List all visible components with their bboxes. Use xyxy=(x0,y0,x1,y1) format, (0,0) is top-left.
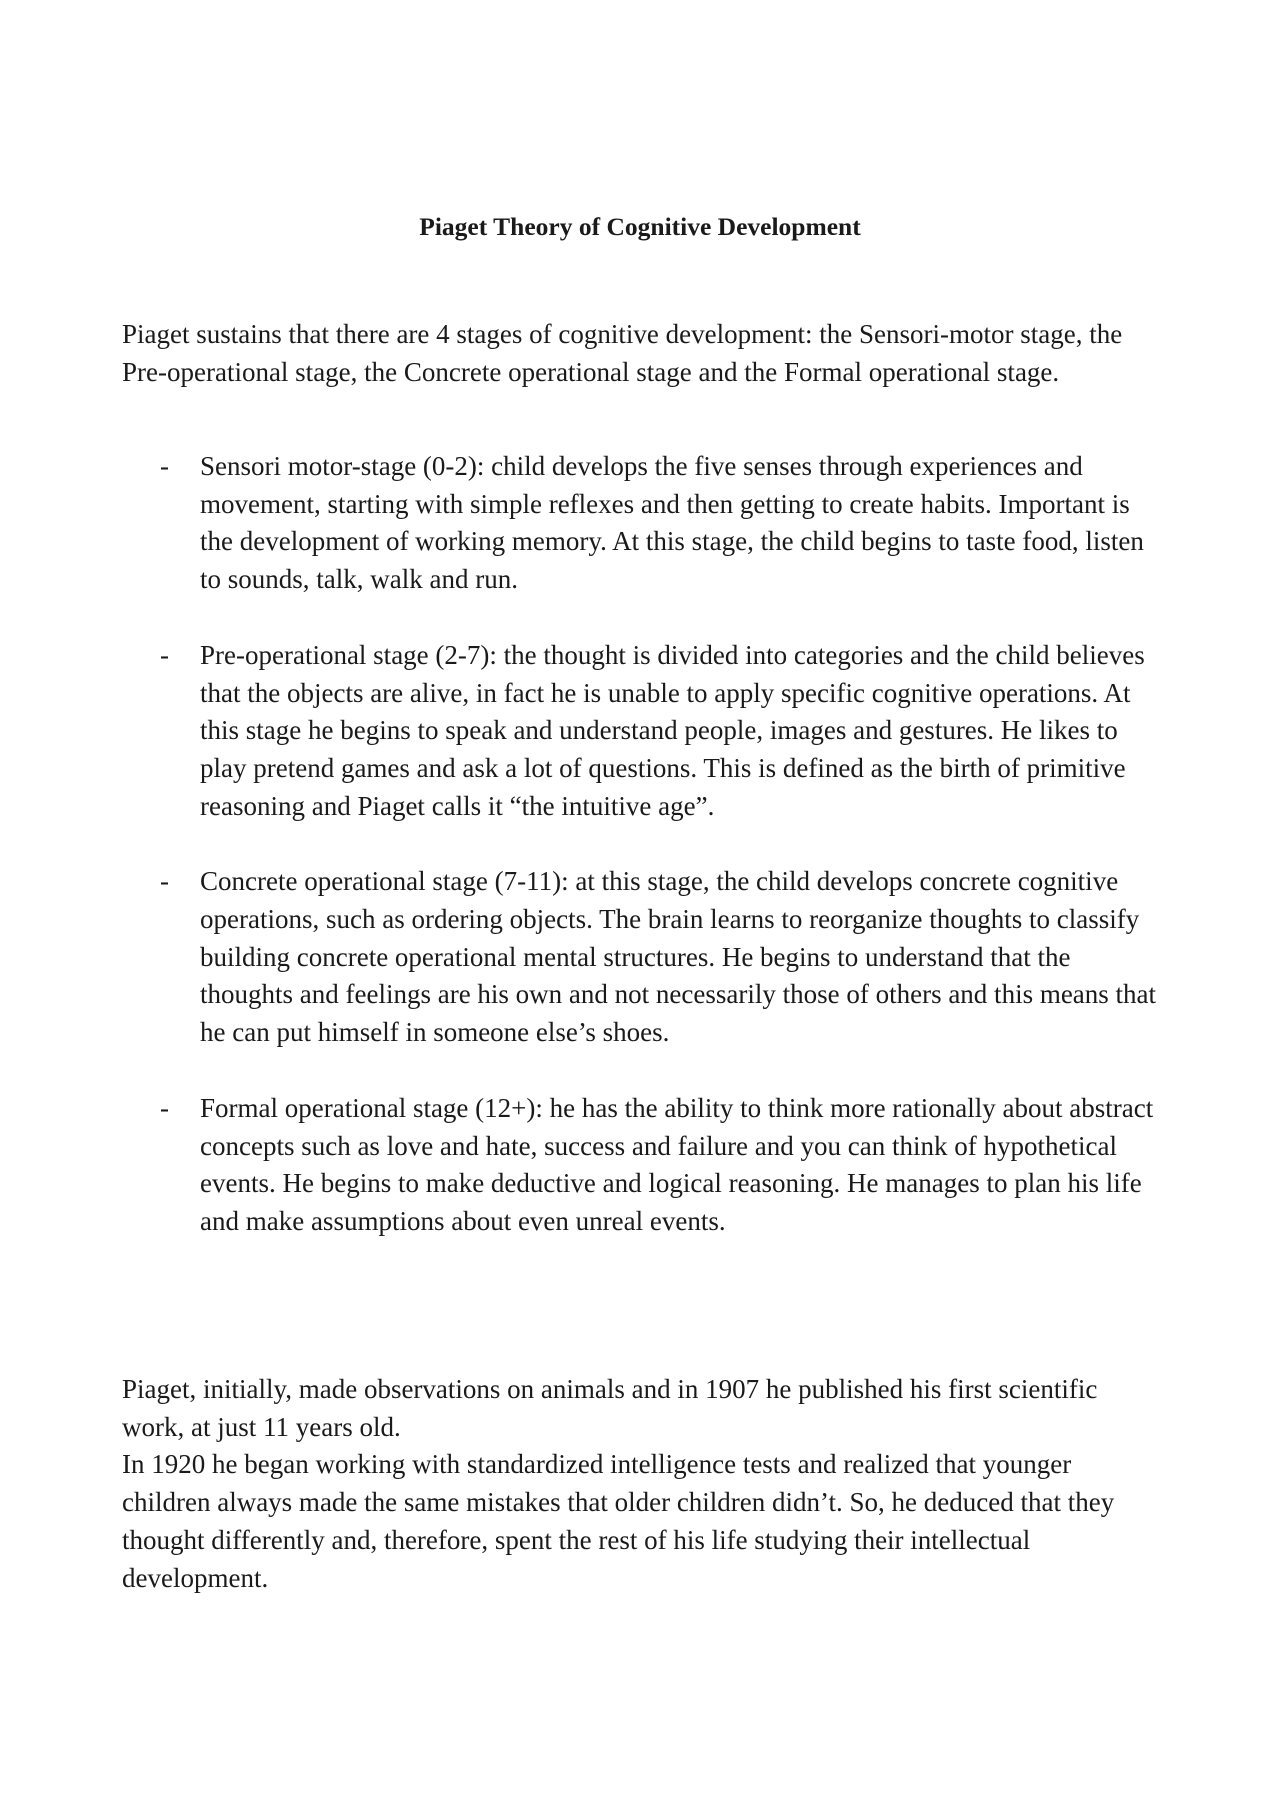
closing-paragraph-intelligence-tests: In 1920 he began working with standardized intelligence tests and realized that younger children always made the same mistakes that older children didn’t. So, he deduced that they thought differently and, therefore, spent the rest of his life studying their intellectual development. xyxy=(122,1449,1115,1593)
document-title: Piaget Theory of Cognitive Development xyxy=(419,212,861,241)
list-bullet: - xyxy=(160,639,169,670)
stage-text: Sensori motor-stage (0-2): child develops the five senses through experiences and movement, starting with simple reflexes and then getting to create habits. Important is the development of working memory. At this stage, the child begins to taste food, listen to sounds, talk, walk and run. xyxy=(200,451,1144,595)
stage-item-pre-operational xyxy=(122,637,1162,826)
stage-text: Concrete operational stage (7-11): at this stage, the child develops concrete cognitive operations, such as ordering objects. The brain learns to reorganize thoughts to classify building concrete operational mental structures. He begins to understand that the thoughts and feelings are his own and not necessarily those of others and this means that he can put himself in someone else’s shoes. xyxy=(200,866,1157,1048)
stage-text: Pre-operational stage (2-7): the thought is divided into categories and the child believes that the objects are alive, in fact he is unable to apply specific cognitive operations. At this stage he begins to speak and understand people, images and gestures. He likes to play pretend games and ask a lot of questions. This is defined as the birth of primitive reasoning and Piaget calls it “the intuitive age”. xyxy=(200,639,1145,821)
list-bullet: - xyxy=(160,866,169,897)
closing-section xyxy=(122,1371,1162,1597)
closing-paragraph-early-work: Piaget, initially, made observations on animals and in 1907 he published his first scientific work, at just 11 years old. xyxy=(122,1374,1098,1442)
list-bullet: - xyxy=(160,1092,169,1123)
stages-list xyxy=(122,448,1162,1279)
stage-item-formal-operational xyxy=(122,1090,1162,1241)
intro-paragraph: Piaget sustains that there are 4 stages of cognitive development: the Sensori-motor stage, the Pre-operational stage, the Concrete operational stage and the Formal operational stage. xyxy=(122,319,1123,387)
stage-text: Formal operational stage (12+): he has the ability to think more rationally about abstract concepts such as love and hate, success and failure and you can think of hypothetical events. He begins to make deductive and logical reasoning. He manages to plan his life and make assumptions about even unreal events. xyxy=(200,1092,1154,1236)
stage-item-sensori-motor xyxy=(122,448,1162,599)
list-bullet: - xyxy=(160,451,169,481)
stage-item-concrete-operational xyxy=(122,863,1162,1052)
